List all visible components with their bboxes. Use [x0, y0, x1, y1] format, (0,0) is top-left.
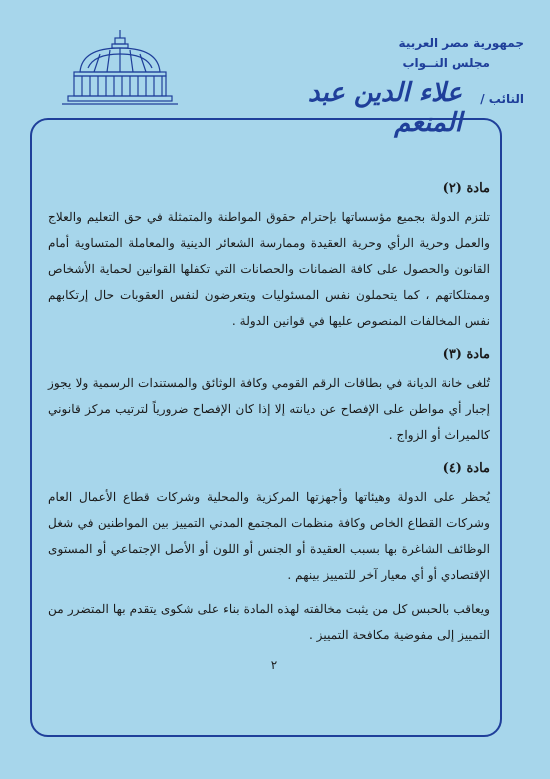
- article-paragraph: تُلغى خانة الديانة في بطاقات الرقم القومي وكافة الوثائق والمستندات الرسمية ولا يجوز إجبار أي مواطن على الإفصاح عن ديانته إلا إذا كان الإفصاح ضرورياً لترتيب مركز قانوني كالميراث أو الزواج .: [48, 376, 490, 442]
- article-heading: مادة (٢): [442, 181, 490, 196]
- article-heading: مادة (٤): [442, 461, 490, 476]
- letterhead-parliament: مجلس النــواب: [402, 56, 490, 70]
- article-paragraph: تلتزم الدولة بجميع مؤسساتها بإحترام حقوق المواطنة والمتمثلة في حق التعليم والعلاج والعمل وحرية الرأي وحرية العقيدة وممارسة الشعائر الدينية والمعاملة المتساوية أمام القانون والحصول على كافة الضمانات والحصانات التي تكفلها القوانين لحماية الأشخاص وممتلكاتهم ، كما يتحملون نفس المسئوليات ويتعرضون لنفس العقوبات حال إرتكابهم نفس المخالفات المنصوص عليها في قوانين الدولة .: [48, 210, 490, 328]
- member-name-calligraphy: علاء الدين عبد المنعم: [307, 78, 462, 138]
- letterhead-country: جمهورية مصر العربية: [398, 36, 524, 50]
- member-title: النائب /: [480, 92, 524, 106]
- article-paragraph: ويعاقب بالحبس كل من يثبت مخالفته لهذه المادة بناء على شكوى يتقدم بها المتضرر من التمييز إلى مفوضية مكافحة التمييز .: [48, 602, 490, 642]
- parliament-dome-logo: [60, 28, 180, 106]
- article-paragraph: يُحظر على الدولة وهيئاتها وأجهزتها المركزية والمحلية وشركات قطاع الأعمال العام وشركات القطاع الخاص وكافة منظمات المجتمع المدني التمييز بين المواطنين في شغل الوظائف الشاغرة بها بسبب العقيدة أو الجنس أو اللون أو الأصل الإجتماعي أو المستوى الإقتصادي أو أي معيار آخر للتمييز بينهم .: [48, 490, 490, 582]
- page-number: ٢: [270, 658, 278, 672]
- document-body: [48, 176, 490, 648]
- letterhead: [274, 8, 524, 138]
- article-heading: مادة (٣): [442, 347, 490, 362]
